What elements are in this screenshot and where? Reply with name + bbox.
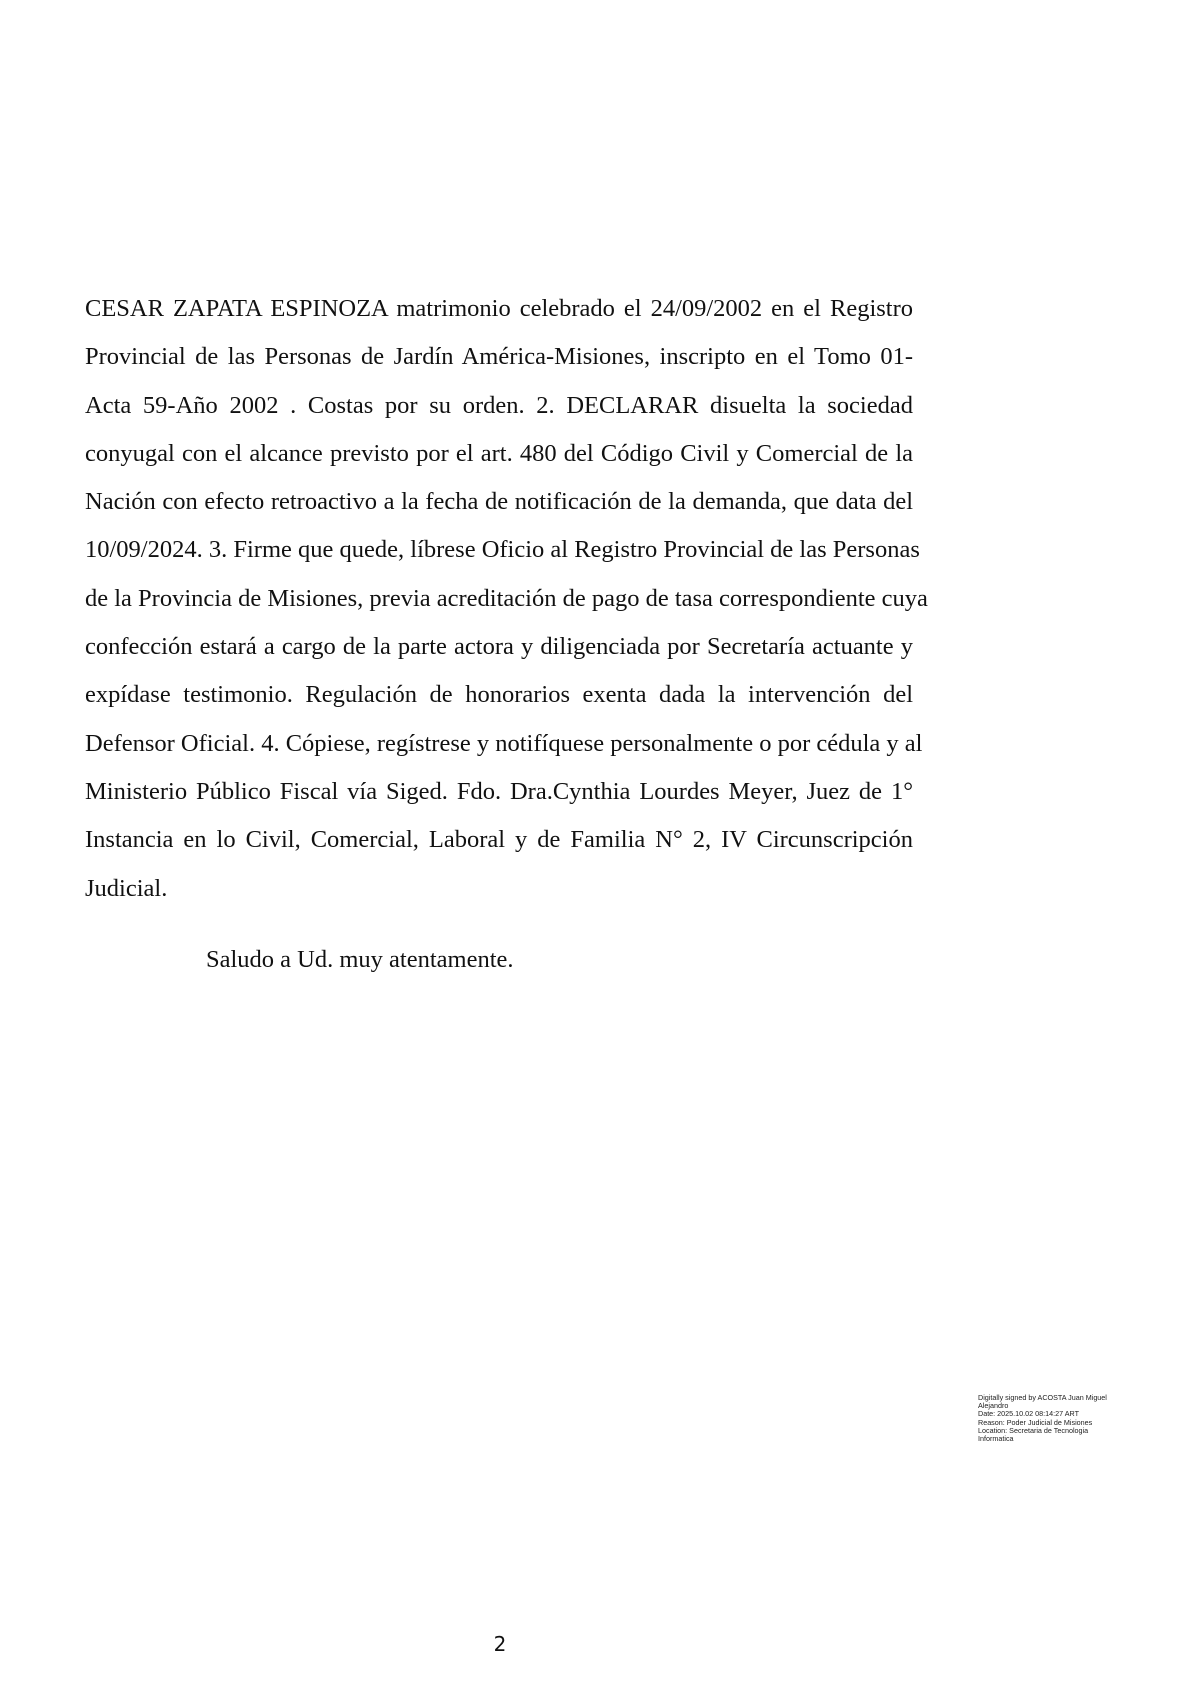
closing-salutation: Saludo a Ud. muy atentamente.	[206, 946, 514, 973]
signature-line: Reason: Poder Judicial de Misiones	[978, 1417, 1093, 1427]
body-line: CESAR ZAPATA ESPINOZA matrimonio celebrado el 24/09/2002 en el Registro	[85, 295, 913, 322]
signature-line: Date: 2025.10.02 08:14:27 ART	[978, 1409, 1079, 1419]
body-line: Judicial.	[85, 874, 168, 902]
body-line: Instancia en lo Civil, Comercial, Laboral y de Familia N° 2, IV Circunscripción	[85, 826, 913, 854]
body-line: confección estará a cargo de la parte actora y diligenciada por Secretaría actuante y	[85, 633, 913, 661]
body-paragraph	[85, 285, 928, 913]
body-line: expídase testimonio. Regulación de honorarios exenta dada la intervención del	[85, 681, 913, 709]
body-line: Provincial de las Personas de Jardín América-Misiones, inscripto en el Tomo 01-	[85, 343, 913, 371]
body-line: conyugal con el alcance previsto por el art. 480 del Código Civil y Comercial de la	[85, 439, 913, 467]
digital-signature-stamp	[978, 1394, 1138, 1443]
body-line: Acta 59-Año 2002 . Costas por su orden. 2. DECLARAR disuelta la sociedad	[85, 391, 913, 419]
body-line: Nación con efecto retroactivo a la fecha de notificación de la demanda, que data del	[85, 488, 913, 516]
body-line: Defensor Oficial. 4. Cópiese, regístrese y notifíquese personalmente o por cédula y al	[85, 729, 923, 757]
body-line: Ministerio Público Fiscal vía Siged. Fdo. Dra.Cynthia Lourdes Meyer, Juez de 1°	[85, 777, 913, 805]
signature-line: Digitally signed by ACOSTA Juan Miguel	[978, 1393, 1107, 1402]
body-line: 10/09/2024. 3. Firme que quede, líbrese Oficio al Registro Provincial de las Personas	[85, 536, 920, 564]
signature-line: Location: Secretaria de Tecnologia	[978, 1425, 1089, 1435]
page-number: 2	[493, 1632, 507, 1656]
signature-line: Alejandro	[978, 1401, 1009, 1411]
body-line: de la Provincia de Misiones, previa acreditación de pago de tasa correspondiente cuya	[85, 584, 928, 612]
signature-line: Informatica	[978, 1434, 1014, 1444]
